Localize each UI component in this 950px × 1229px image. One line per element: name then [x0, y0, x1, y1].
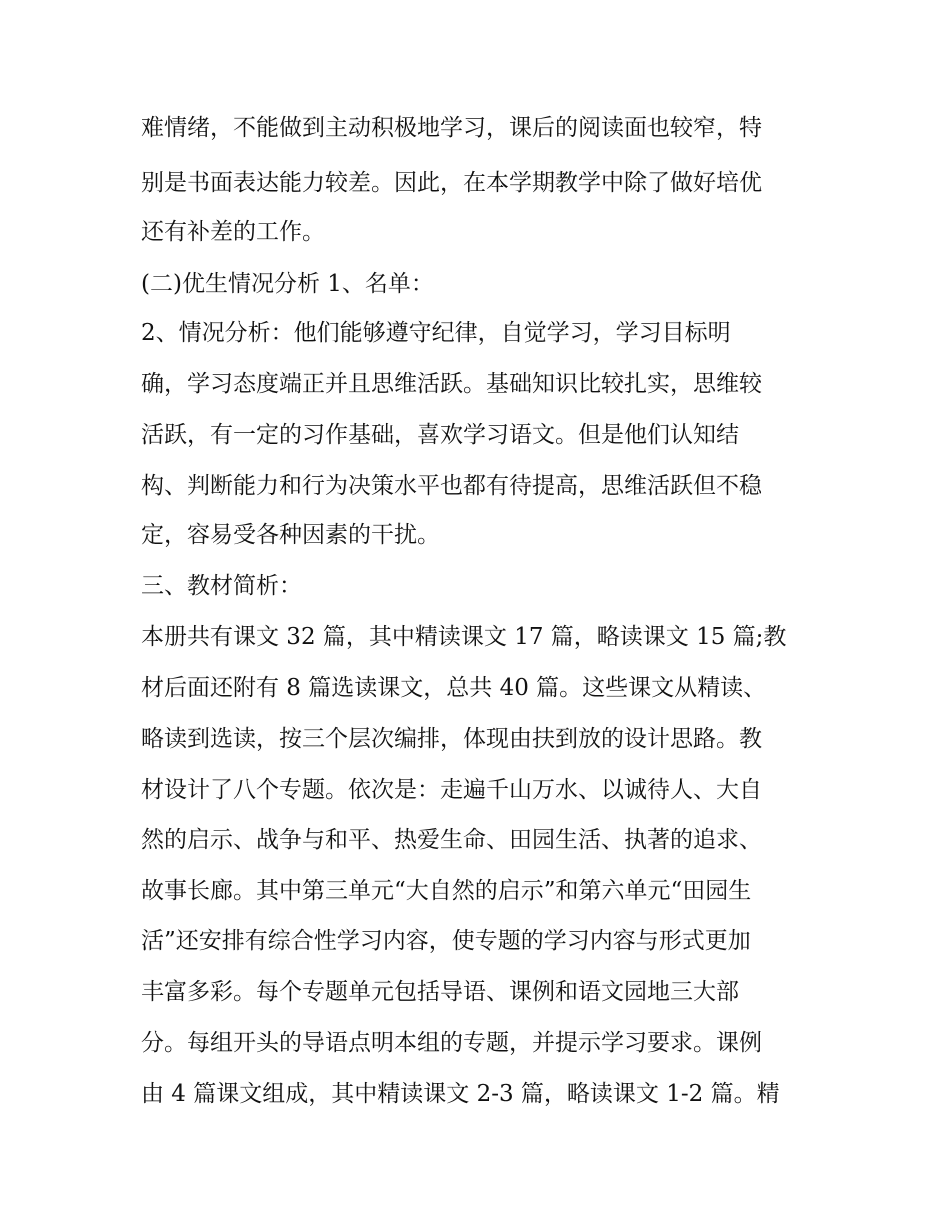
section-heading: (二)优生情况分析 1、名单： — [141, 271, 434, 297]
text-line: 由 4 篇课文组成，其中精读课文 2-3 篇，略读课文 1-2 篇。精 — [141, 1081, 780, 1107]
text-line: 别是书面表达能力较差。因此，在本学期教学中除了做好培优 — [141, 170, 762, 196]
text-line: 丰富多彩。每个专题单元包括导语、课例和语文园地三大部 — [141, 979, 739, 1005]
text-line: 然的启示、战争与和平、热爱生命、田园生活、执著的追求、 — [141, 827, 762, 853]
text-line: 活跃，有一定的习作基础，喜欢学习语文。但是他们认知结 — [141, 422, 739, 448]
section-heading: 三、教材简析： — [141, 573, 302, 599]
text-line: 材后面还附有 8 篇选读课文，总共 40 篇。这些课文从精读、 — [141, 675, 767, 701]
text-line: 还有补差的工作。 — [141, 219, 325, 245]
text-line: 本册共有课文 32 篇，其中精读课文 17 篇，略读课文 15 篇;教 — [141, 624, 787, 650]
text-line: 构、判断能力和行为决策水平也都有待提高，思维活跃但不稳 — [141, 473, 762, 499]
text-line: 材设计了八个专题。依次是：走遍千山万水、以诚待人、大自 — [141, 777, 762, 803]
text-line: 难情绪，不能做到主动积极地学习，课后的阅读面也较窄，特 — [141, 115, 762, 141]
text-line: 略读到选读，按三个层次编排，体现由扶到放的设计思路。教 — [141, 726, 762, 752]
text-line: 2、情况分析：他们能够遵守纪律，自觉学习，学习目标明 — [141, 320, 731, 346]
text-line: 故事长廊。其中第三单元“大自然的启示”和第六单元“田园生 — [141, 878, 752, 904]
text-line: 定，容易受各种因素的干扰。 — [141, 522, 440, 548]
text-line: 活”还安排有综合性学习内容，使专题的学习内容与形式更加 — [141, 928, 751, 954]
text-line: 分。每组开头的导语点明本组的专题，并提示学习要求。课例 — [141, 1030, 762, 1056]
text-line: 确，学习态度端正并且思维活跃。基础知识比较扎实，思维较 — [141, 371, 762, 397]
